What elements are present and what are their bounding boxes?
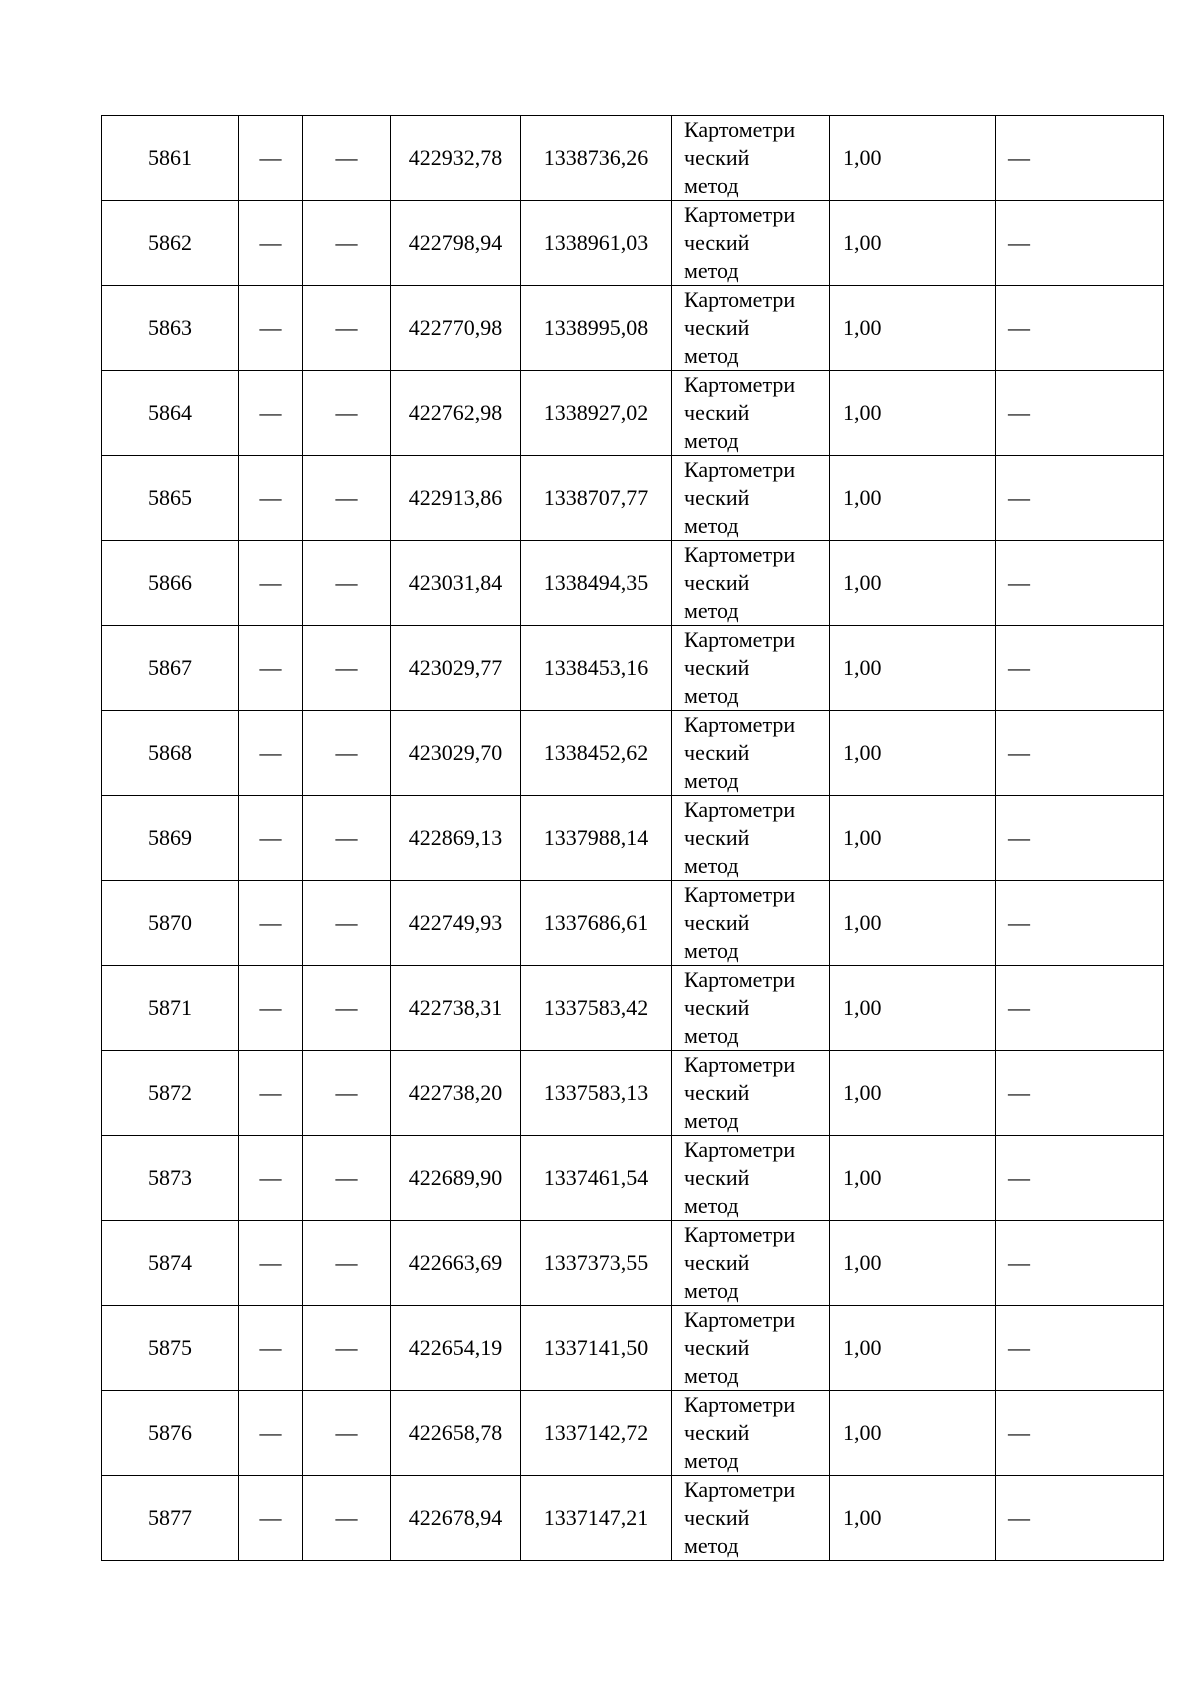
precision-cell: 1,00 xyxy=(830,966,996,1051)
y-coordinate-cell: 1337142,72 xyxy=(521,1391,672,1476)
empty-y-old-cell: — xyxy=(303,1306,391,1391)
method-text xyxy=(684,626,829,710)
method-text-line: Картометри xyxy=(684,1222,796,1247)
method-text-line: Картометри xyxy=(684,202,796,227)
y-coordinate-cell: 1338707,77 xyxy=(521,456,672,541)
method-cell xyxy=(672,626,830,711)
empty-x-old-cell: — xyxy=(239,1306,303,1391)
x-coordinate-cell: 422738,31 xyxy=(391,966,521,1051)
precision-cell: 1,00 xyxy=(830,541,996,626)
description-cell: — xyxy=(996,1306,1164,1391)
description-cell: — xyxy=(996,966,1164,1051)
method-text-line: ческий xyxy=(684,740,750,765)
y-coordinate-cell: 1337988,14 xyxy=(521,796,672,881)
method-text-line: ческий xyxy=(684,400,750,425)
description-cell: — xyxy=(996,626,1164,711)
x-coordinate-cell: 422869,13 xyxy=(391,796,521,881)
empty-y-old-cell: — xyxy=(303,456,391,541)
description-cell: — xyxy=(996,881,1164,966)
y-coordinate-cell: 1337686,61 xyxy=(521,881,672,966)
table-row xyxy=(102,116,1164,201)
method-text xyxy=(684,711,829,795)
point-number-cell: 5874 xyxy=(102,1221,239,1306)
method-text-line: метод xyxy=(684,683,739,708)
method-text-line: метод xyxy=(684,1023,739,1048)
point-number-cell: 5863 xyxy=(102,286,239,371)
empty-x-old-cell: — xyxy=(239,456,303,541)
method-text-line: Картометри xyxy=(684,1307,796,1332)
precision-cell: 1,00 xyxy=(830,371,996,456)
x-coordinate-cell: 422762,98 xyxy=(391,371,521,456)
method-cell xyxy=(672,881,830,966)
method-text-line: метод xyxy=(684,513,739,538)
empty-y-old-cell: — xyxy=(303,626,391,711)
x-coordinate-cell: 422678,94 xyxy=(391,1476,521,1561)
table-row xyxy=(102,1051,1164,1136)
empty-x-old-cell: — xyxy=(239,286,303,371)
method-cell xyxy=(672,371,830,456)
precision-cell: 1,00 xyxy=(830,1476,996,1561)
method-text-line: Картометри xyxy=(684,1137,796,1162)
empty-y-old-cell: — xyxy=(303,881,391,966)
x-coordinate-cell: 422749,93 xyxy=(391,881,521,966)
method-text-line: Картометри xyxy=(684,287,796,312)
method-text-line: ческий xyxy=(684,145,750,170)
x-coordinate-cell: 422913,86 xyxy=(391,456,521,541)
precision-cell: 1,00 xyxy=(830,116,996,201)
y-coordinate-cell: 1338961,03 xyxy=(521,201,672,286)
point-number-cell: 5869 xyxy=(102,796,239,881)
empty-x-old-cell: — xyxy=(239,116,303,201)
method-cell xyxy=(672,796,830,881)
empty-x-old-cell: — xyxy=(239,201,303,286)
method-text-line: метод xyxy=(684,1448,739,1473)
method-text-line: Картометри xyxy=(684,457,796,482)
method-text-line: Картометри xyxy=(684,1392,796,1417)
method-text-line: метод xyxy=(684,173,739,198)
method-text-line: метод xyxy=(684,343,739,368)
x-coordinate-cell: 422663,69 xyxy=(391,1221,521,1306)
method-text xyxy=(684,1221,829,1305)
method-text-line: метод xyxy=(684,1193,739,1218)
table-row xyxy=(102,1476,1164,1561)
table-row xyxy=(102,286,1164,371)
x-coordinate-cell: 423029,70 xyxy=(391,711,521,796)
precision-cell: 1,00 xyxy=(830,796,996,881)
method-text xyxy=(684,881,829,965)
method-text-line: ческий xyxy=(684,1335,750,1360)
description-cell: — xyxy=(996,1391,1164,1476)
empty-x-old-cell: — xyxy=(239,541,303,626)
method-text-line: метод xyxy=(684,428,739,453)
table-row xyxy=(102,541,1164,626)
precision-cell: 1,00 xyxy=(830,201,996,286)
method-text-line: Картометри xyxy=(684,627,796,652)
empty-y-old-cell: — xyxy=(303,796,391,881)
y-coordinate-cell: 1338453,16 xyxy=(521,626,672,711)
method-text xyxy=(684,286,829,370)
empty-y-old-cell: — xyxy=(303,1136,391,1221)
point-number-cell: 5871 xyxy=(102,966,239,1051)
empty-x-old-cell: — xyxy=(239,1221,303,1306)
y-coordinate-cell: 1337147,21 xyxy=(521,1476,672,1561)
table-row xyxy=(102,1136,1164,1221)
coordinates-table xyxy=(101,115,1164,1561)
method-cell xyxy=(672,201,830,286)
method-text-line: ческий xyxy=(684,655,750,680)
precision-cell: 1,00 xyxy=(830,456,996,541)
point-number-cell: 5867 xyxy=(102,626,239,711)
method-text-line: ческий xyxy=(684,910,750,935)
description-cell: — xyxy=(996,711,1164,796)
table-row xyxy=(102,1391,1164,1476)
empty-x-old-cell: — xyxy=(239,371,303,456)
empty-x-old-cell: — xyxy=(239,1391,303,1476)
description-cell: — xyxy=(996,456,1164,541)
method-cell xyxy=(672,1221,830,1306)
empty-y-old-cell: — xyxy=(303,371,391,456)
empty-x-old-cell: — xyxy=(239,1051,303,1136)
point-number-cell: 5864 xyxy=(102,371,239,456)
precision-cell: 1,00 xyxy=(830,1391,996,1476)
method-cell xyxy=(672,541,830,626)
method-text-line: Картометри xyxy=(684,882,796,907)
table-row xyxy=(102,371,1164,456)
method-cell xyxy=(672,966,830,1051)
point-number-cell: 5877 xyxy=(102,1476,239,1561)
method-text-line: ческий xyxy=(684,570,750,595)
point-number-cell: 5870 xyxy=(102,881,239,966)
method-text-line: Картометри xyxy=(684,1477,796,1502)
method-text-line: ческий xyxy=(684,485,750,510)
table-row xyxy=(102,711,1164,796)
empty-y-old-cell: — xyxy=(303,1391,391,1476)
empty-y-old-cell: — xyxy=(303,966,391,1051)
y-coordinate-cell: 1338736,26 xyxy=(521,116,672,201)
precision-cell: 1,00 xyxy=(830,1221,996,1306)
point-number-cell: 5876 xyxy=(102,1391,239,1476)
table-row xyxy=(102,1306,1164,1391)
point-number-cell: 5862 xyxy=(102,201,239,286)
method-text-line: ческий xyxy=(684,1080,750,1105)
description-cell: — xyxy=(996,116,1164,201)
y-coordinate-cell: 1338452,62 xyxy=(521,711,672,796)
method-text-line: метод xyxy=(684,1363,739,1388)
empty-x-old-cell: — xyxy=(239,711,303,796)
y-coordinate-cell: 1337141,50 xyxy=(521,1306,672,1391)
x-coordinate-cell: 422798,94 xyxy=(391,201,521,286)
x-coordinate-cell: 423031,84 xyxy=(391,541,521,626)
empty-y-old-cell: — xyxy=(303,1476,391,1561)
table-row xyxy=(102,1221,1164,1306)
method-text-line: метод xyxy=(684,598,739,623)
method-cell xyxy=(672,1476,830,1561)
method-text-line: метод xyxy=(684,853,739,878)
table-row xyxy=(102,881,1164,966)
method-text xyxy=(684,541,829,625)
empty-y-old-cell: — xyxy=(303,201,391,286)
table-row xyxy=(102,966,1164,1051)
method-text-line: Картометри xyxy=(684,797,796,822)
method-text-line: ческий xyxy=(684,1250,750,1275)
method-text xyxy=(684,116,829,200)
method-text-line: Картометри xyxy=(684,712,796,737)
method-text-line: Картометри xyxy=(684,967,796,992)
point-number-cell: 5865 xyxy=(102,456,239,541)
method-cell xyxy=(672,116,830,201)
point-number-cell: 5873 xyxy=(102,1136,239,1221)
method-text-line: ческий xyxy=(684,995,750,1020)
method-text xyxy=(684,1136,829,1220)
precision-cell: 1,00 xyxy=(830,711,996,796)
precision-cell: 1,00 xyxy=(830,286,996,371)
table-row xyxy=(102,626,1164,711)
precision-cell: 1,00 xyxy=(830,1306,996,1391)
empty-x-old-cell: — xyxy=(239,1136,303,1221)
method-text-line: ческий xyxy=(684,230,750,255)
y-coordinate-cell: 1337461,54 xyxy=(521,1136,672,1221)
empty-x-old-cell: — xyxy=(239,966,303,1051)
method-text xyxy=(684,796,829,880)
empty-y-old-cell: — xyxy=(303,541,391,626)
precision-cell: 1,00 xyxy=(830,1051,996,1136)
empty-x-old-cell: — xyxy=(239,626,303,711)
description-cell: — xyxy=(996,1476,1164,1561)
method-text-line: Картометри xyxy=(684,1052,796,1077)
precision-cell: 1,00 xyxy=(830,881,996,966)
method-text xyxy=(684,1051,829,1135)
point-number-cell: 5872 xyxy=(102,1051,239,1136)
method-cell xyxy=(672,1306,830,1391)
method-text-line: метод xyxy=(684,768,739,793)
method-text-line: ческий xyxy=(684,315,750,340)
description-cell: — xyxy=(996,796,1164,881)
method-text xyxy=(684,371,829,455)
method-text xyxy=(684,966,829,1050)
method-text-line: метод xyxy=(684,1108,739,1133)
method-cell xyxy=(672,711,830,796)
point-number-cell: 5861 xyxy=(102,116,239,201)
table-row xyxy=(102,201,1164,286)
x-coordinate-cell: 423029,77 xyxy=(391,626,521,711)
empty-x-old-cell: — xyxy=(239,1476,303,1561)
empty-y-old-cell: — xyxy=(303,1051,391,1136)
method-text-line: ческий xyxy=(684,1165,750,1190)
x-coordinate-cell: 422654,19 xyxy=(391,1306,521,1391)
empty-y-old-cell: — xyxy=(303,711,391,796)
x-coordinate-cell: 422658,78 xyxy=(391,1391,521,1476)
method-cell xyxy=(672,1051,830,1136)
table-row xyxy=(102,796,1164,881)
x-coordinate-cell: 422932,78 xyxy=(391,116,521,201)
description-cell: — xyxy=(996,1136,1164,1221)
y-coordinate-cell: 1338995,08 xyxy=(521,286,672,371)
method-text xyxy=(684,456,829,540)
x-coordinate-cell: 422689,90 xyxy=(391,1136,521,1221)
method-cell xyxy=(672,456,830,541)
description-cell: — xyxy=(996,541,1164,626)
y-coordinate-cell: 1338927,02 xyxy=(521,371,672,456)
precision-cell: 1,00 xyxy=(830,1136,996,1221)
method-text-line: Картометри xyxy=(684,542,796,567)
description-cell: — xyxy=(996,1221,1164,1306)
method-cell xyxy=(672,286,830,371)
method-text-line: ческий xyxy=(684,1505,750,1530)
empty-y-old-cell: — xyxy=(303,286,391,371)
method-text xyxy=(684,1391,829,1475)
description-cell: — xyxy=(996,201,1164,286)
y-coordinate-cell: 1337373,55 xyxy=(521,1221,672,1306)
method-text-line: метод xyxy=(684,258,739,283)
table-body xyxy=(102,116,1164,1561)
method-text-line: Картометри xyxy=(684,117,796,142)
method-text xyxy=(684,1306,829,1390)
method-cell xyxy=(672,1391,830,1476)
method-text-line: ческий xyxy=(684,1420,750,1445)
description-cell: — xyxy=(996,371,1164,456)
precision-cell: 1,00 xyxy=(830,626,996,711)
method-text-line: метод xyxy=(684,1533,739,1558)
empty-y-old-cell: — xyxy=(303,116,391,201)
x-coordinate-cell: 422738,20 xyxy=(391,1051,521,1136)
y-coordinate-cell: 1338494,35 xyxy=(521,541,672,626)
point-number-cell: 5868 xyxy=(102,711,239,796)
x-coordinate-cell: 422770,98 xyxy=(391,286,521,371)
method-cell xyxy=(672,1136,830,1221)
method-text xyxy=(684,201,829,285)
y-coordinate-cell: 1337583,13 xyxy=(521,1051,672,1136)
method-text-line: Картометри xyxy=(684,372,796,397)
method-text-line: метод xyxy=(684,938,739,963)
method-text-line: ческий xyxy=(684,825,750,850)
description-cell: — xyxy=(996,1051,1164,1136)
method-text xyxy=(684,1476,829,1560)
table-row xyxy=(102,456,1164,541)
empty-x-old-cell: — xyxy=(239,881,303,966)
point-number-cell: 5866 xyxy=(102,541,239,626)
description-cell: — xyxy=(996,286,1164,371)
y-coordinate-cell: 1337583,42 xyxy=(521,966,672,1051)
empty-x-old-cell: — xyxy=(239,796,303,881)
method-text-line: метод xyxy=(684,1278,739,1303)
point-number-cell: 5875 xyxy=(102,1306,239,1391)
empty-y-old-cell: — xyxy=(303,1221,391,1306)
